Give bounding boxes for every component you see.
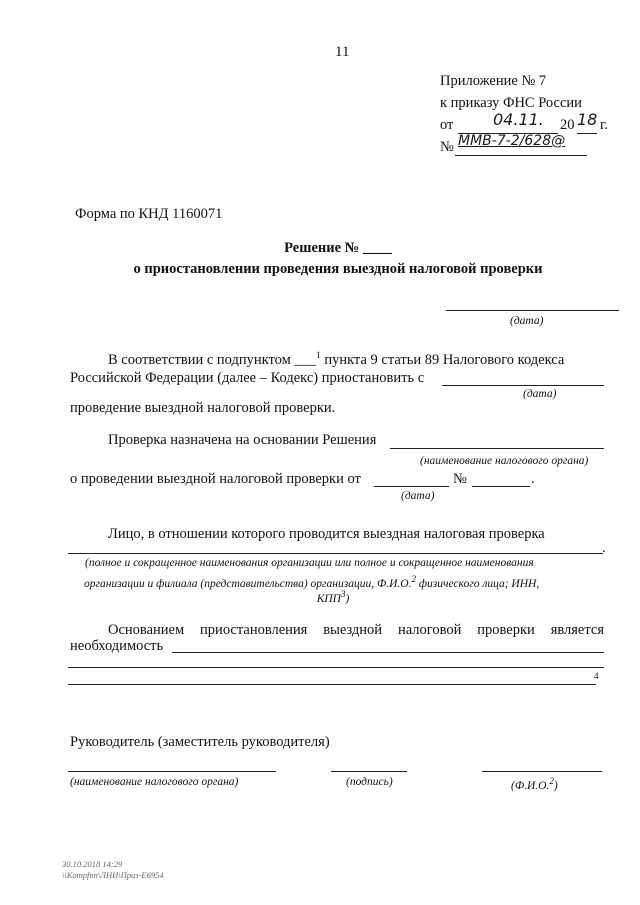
original-decision-date-caption: (дата) — [401, 490, 435, 502]
reason-line1 — [172, 652, 604, 653]
taxpayer-caption-line3b: ) — [345, 592, 350, 605]
para1-part2: пункта 9 статьи 89 Налогового кодекса — [320, 351, 565, 368]
tax-authority-line — [390, 448, 604, 449]
signature-fio-caption-text: (Ф.И.О. — [511, 779, 550, 792]
appendix-year-handwritten: 18 — [577, 110, 598, 129]
signature-sign-line — [331, 771, 407, 772]
signature-fio-caption — [511, 776, 558, 792]
suspend-date-caption: (дата) — [523, 388, 557, 400]
para3-line1: Лицо, в отношении которого проводится выездная налоговая проверка — [108, 526, 545, 542]
original-decision-number-line — [472, 486, 530, 487]
document-title: Решение № ____ — [284, 240, 392, 256]
footer-timestamp: 30.10.2018 14:29 — [62, 859, 123, 869]
decision-date-caption: (дата) — [510, 315, 544, 327]
para1-part1: В соответствии с подпунктом ___ — [108, 351, 317, 368]
signature-heading: Руководитель (заместитель руководителя) — [70, 734, 330, 750]
para1-line2: Российской Федерации (далее – Кодекс) приостановить с — [70, 370, 425, 386]
signature-fio-sup: 2 — [549, 776, 554, 786]
para2-number-label: № — [453, 471, 467, 487]
appendix-year-prefix: 20 — [560, 117, 575, 133]
reason-line3 — [68, 684, 596, 685]
signature-sign-caption: (подпись) — [346, 776, 393, 788]
para4-line1: Основанием приостановления выездной налоговой проверки является — [108, 622, 604, 638]
para2-line1: Проверка назначена на основании Решения — [108, 432, 377, 448]
taxpayer-caption-line3a: КПП — [316, 592, 341, 605]
taxpayer-caption-line2a: организации и филиала (представительства) организации, Ф.И.О. — [84, 577, 412, 590]
suspend-date-line — [442, 385, 604, 386]
para1-line1 — [108, 350, 564, 369]
tax-authority-caption: (наименование налогового органа) — [420, 455, 589, 467]
footnote-2: 2 — [411, 574, 416, 584]
page-number: 11 — [335, 44, 350, 60]
taxpayer-caption-line2 — [84, 574, 539, 590]
footnote-1: 1 — [316, 350, 321, 360]
appendix-line2: к приказу ФНС России — [440, 95, 582, 111]
para4-line2: необходимость — [70, 638, 164, 654]
appendix-number-line — [455, 155, 587, 156]
para1-line3: проведение выездной налоговой проверки. — [70, 400, 336, 416]
original-decision-date-line — [374, 486, 449, 487]
form-code: Форма по КНД 1160071 — [75, 206, 223, 222]
taxpayer-caption-line3 — [0, 589, 640, 605]
para2-line2: о проведении выездной налоговой проверки от — [70, 471, 361, 487]
para2-end: . — [531, 471, 535, 487]
appendix-from-label: от — [440, 117, 454, 133]
appendix-date-handwritten: 04.11. — [493, 110, 544, 129]
taxpayer-caption-line2b: физического лица; ИНН, — [415, 577, 540, 590]
footer-path: \\Kompfnn\ЛНИ\Приз-Е6954 — [62, 870, 164, 880]
signature-fio-caption-end: ) — [553, 779, 558, 792]
taxpayer-caption-line1: (полное и сокращенное наименования организации или полное и сокращенное наименования — [85, 557, 534, 569]
reason-line2 — [68, 667, 604, 668]
taxpayer-line-end: . — [602, 540, 606, 556]
appendix-number-label: № — [440, 139, 454, 155]
footnote-3: 3 — [340, 589, 346, 599]
decision-date-line — [446, 310, 619, 311]
signature-org-caption: (наименование налогового органа) — [70, 776, 239, 788]
signature-org-line — [68, 771, 276, 772]
appendix-line1: Приложение № 7 — [440, 73, 547, 89]
document-subtitle: о приостановлении проведения выездной налоговой проверки — [133, 261, 543, 277]
taxpayer-line — [68, 553, 603, 554]
appendix-year-line — [577, 133, 597, 134]
footnote-4: 4 — [594, 671, 599, 681]
appendix-number-handwritten: ММВ-7-2/628@ — [458, 133, 566, 149]
signature-fio-line — [482, 771, 602, 772]
appendix-year-suffix: г. — [600, 117, 608, 133]
